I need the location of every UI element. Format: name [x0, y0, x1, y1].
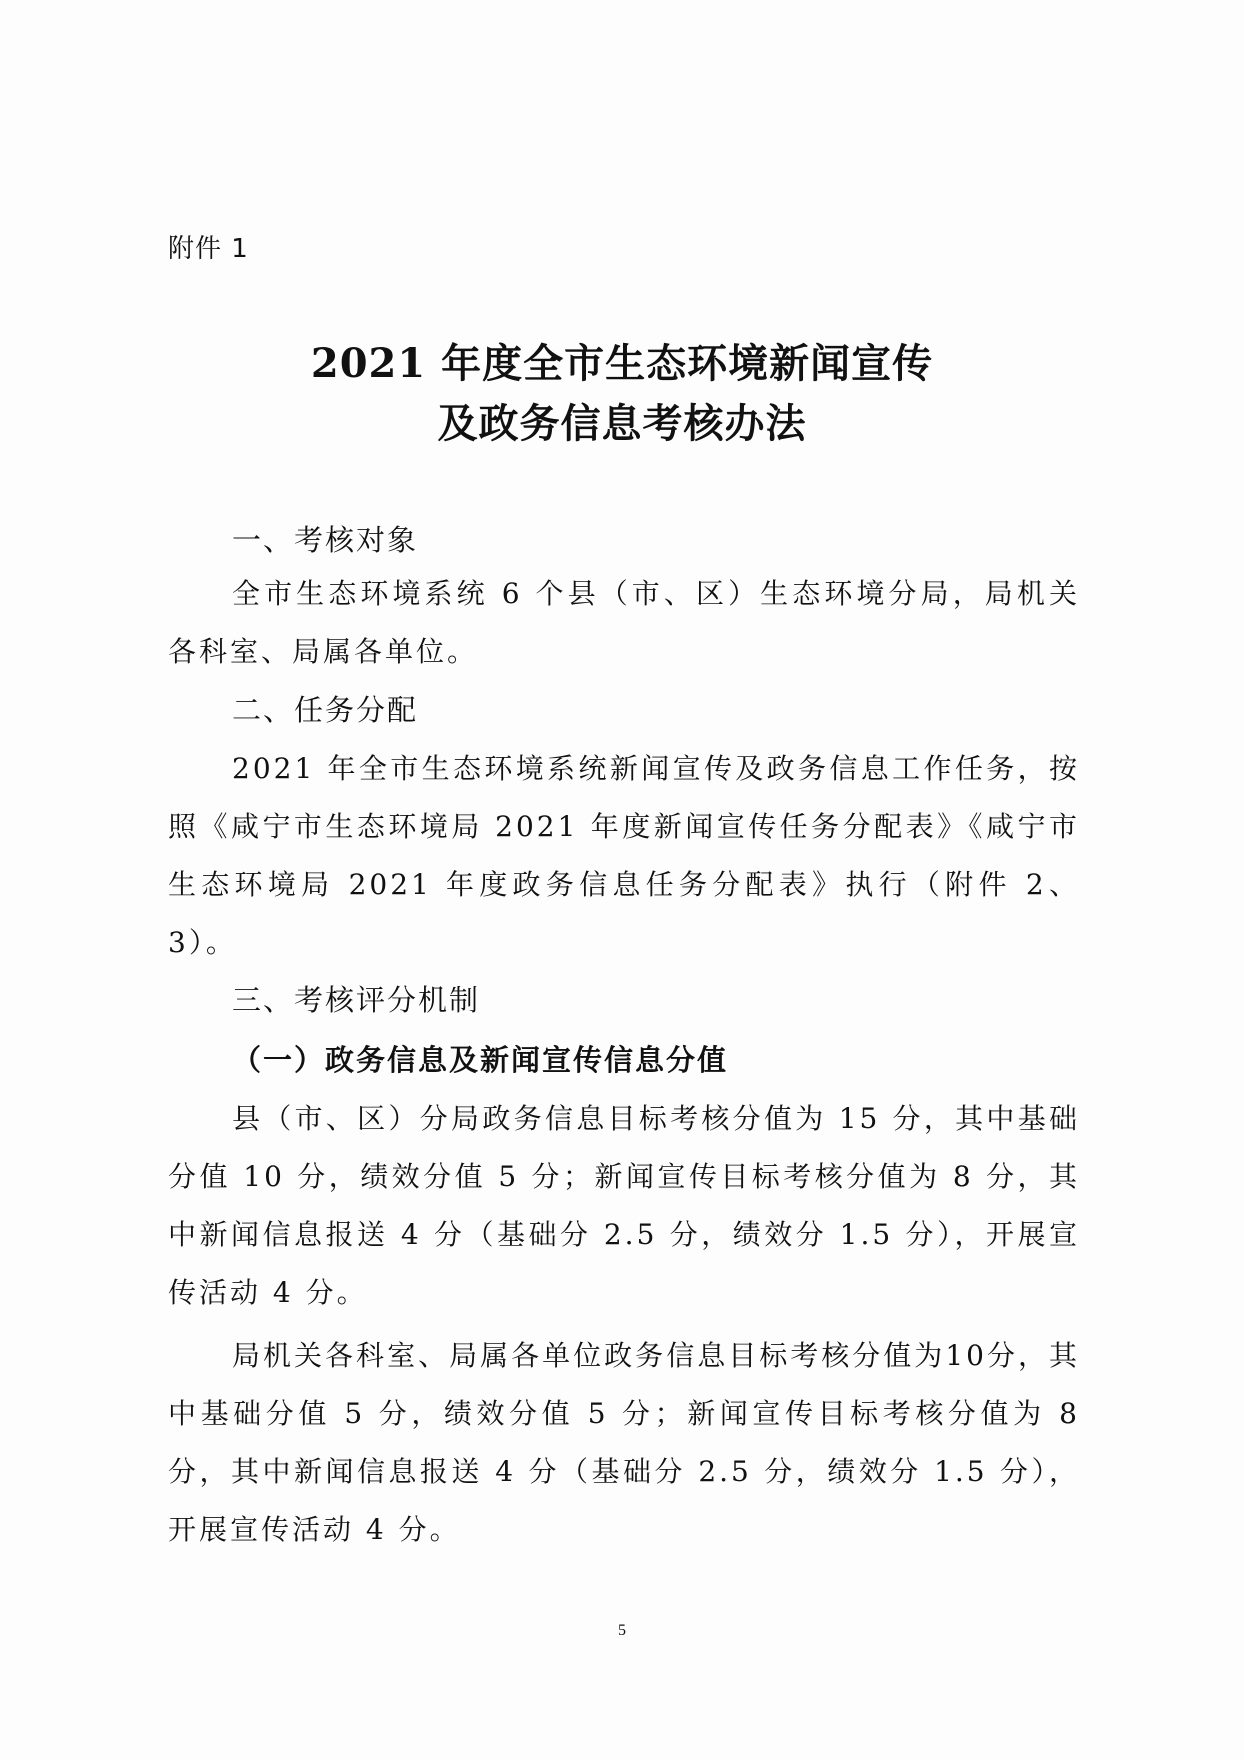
document-title-line-2: 及政务信息考核办法 [437, 400, 807, 447]
paragraph-county-scores: 县（市、区）分局政务信息目标考核分值为 15 分，其中基础分值 10 分，绩效分值 5 分；新闻宣传目标考核分值为 8 分，其中新闻信息报送 4 分（基础分 2.5 分，绩效分 1.5 分），开展宣传活动 4 分。 [168, 1102, 1080, 1309]
document-title-line-1: 2021 年度全市生态环境新闻宣传 [310, 340, 934, 387]
paragraph-task-allocation: 2021 年全市生态环境系统新闻宣传及政务信息工作任务，按照《咸宁市生态环境局 2021 年度新闻宣传任务分配表》《咸宁市生态环境局 2021 年度政务信息任务分配表》执行（附件 2、3）。 [168, 752, 1080, 959]
page-number: 5 [618, 1622, 626, 1639]
paragraph-assessment-targets: 全市生态环境系统 6 个县（市、区）生态环境分局，局机关各科室、局属各单位。 [168, 577, 1080, 668]
attachment-label: 附件 1 [168, 234, 249, 264]
paragraph-department-scores: 局机关各科室、局属各单位政务信息目标考核分值为10分，其中基础分值 5 分，绩效分值 5 分；新闻宣传目标考核分值为 8 分，其中新闻信息报送 4 分（基础分 2.5 分，绩效分 1.5 分），开展宣传活动 4 分。 [168, 1339, 1080, 1546]
subsection-heading-score-values: （一）政务信息及新闻宣传信息分值 [232, 1043, 729, 1077]
section-heading-task-allocation: 二、任务分配 [232, 693, 419, 727]
section-heading-scoring-mechanism: 三、考核评分机制 [232, 983, 481, 1017]
section-heading-assessment-targets: 一、考核对象 [232, 523, 419, 557]
